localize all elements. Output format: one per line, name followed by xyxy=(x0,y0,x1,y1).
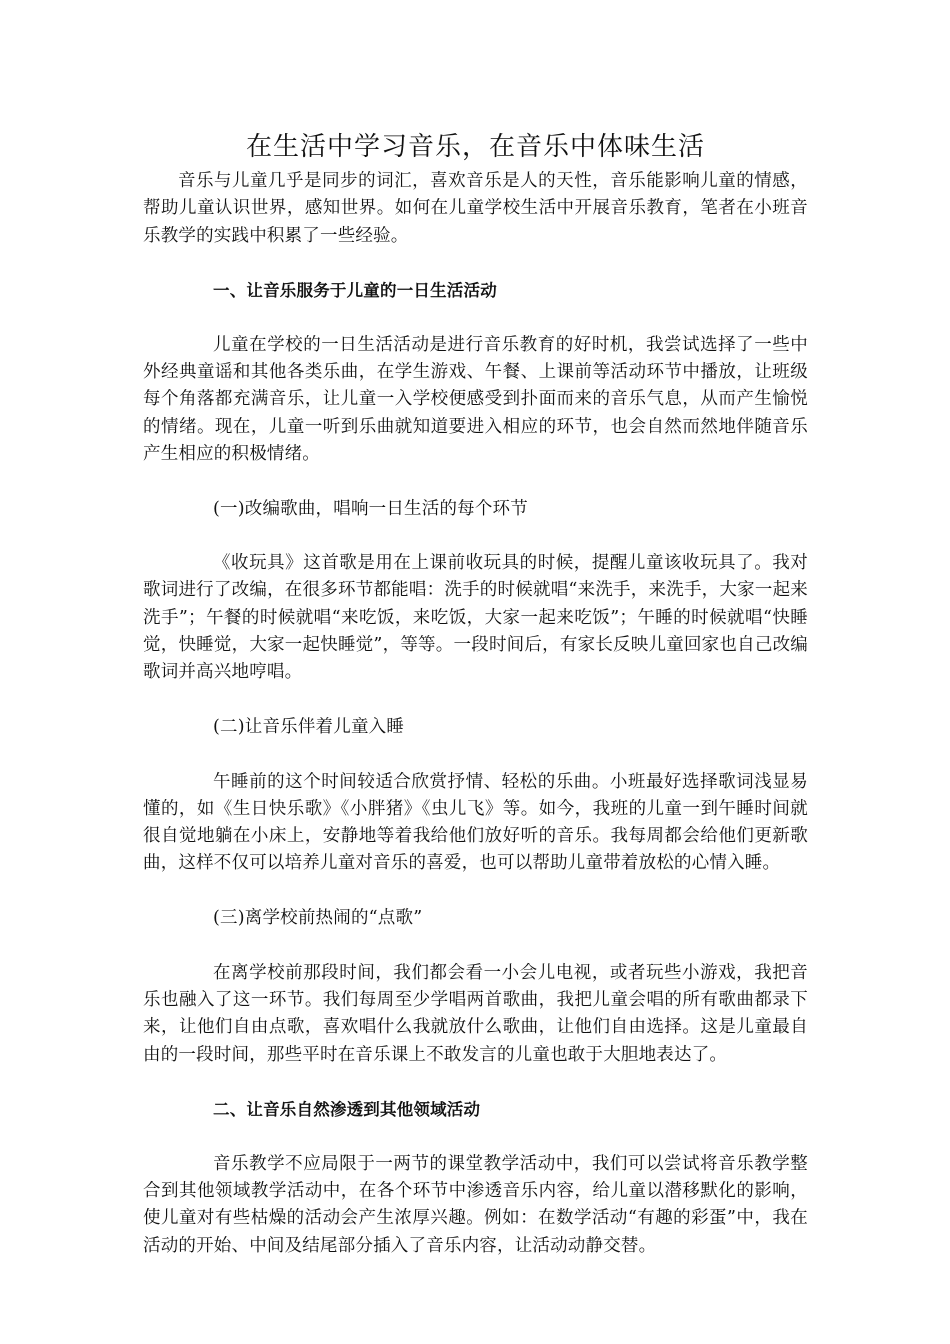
subsection-1-heading: (一)改编歌曲，唱响一日生活的每个环节 xyxy=(213,498,528,519)
spacer xyxy=(143,523,808,550)
subsection-2-paragraph: 午睡前的这个时间较适合欣赏抒情、轻松的乐曲。小班最好选择歌词浅显易懂的，如《生日快乐歌》《小胖猪》《虫儿飞》等。如今，我班的儿童一到午睡时间就很自觉地躺在小床上，安静地等着我给他们放好听的音乐。我每周都会给他们更新歌曲，这样不仅可以培养儿童对音乐的喜爱，也可以帮助儿童带着放松的心情入睡。 xyxy=(143,771,808,874)
intro-paragraph: 音乐与儿童几乎是同步的词汇，喜欢音乐是人的天性，音乐能影响儿童的情感，帮助儿童认识世界，感知世界。如何在儿童学校生活中开展音乐教育，笔者在小班音乐教学的实践中积累了一些经验。 xyxy=(143,171,808,246)
spacer xyxy=(143,687,808,714)
subsection-2-heading: (二)让音乐伴着儿童入睡 xyxy=(213,716,405,737)
spacer xyxy=(143,878,808,905)
document-page xyxy=(143,128,808,1260)
section-2-paragraph: 音乐教学不应局限于一两节的课堂教学活动中，我们可以尝试将音乐教学整合到其他领域教学活动中，在各个环节中渗透音乐内容，给儿童以潜移默化的影响，使儿童对有些枯燥的活动会产生浓厚兴趣。例如：在数学活动“有趣的彩蛋”中，我在活动的开始、中间及结尾部分插入了音乐内容，让活动动静交替。 xyxy=(143,1153,808,1256)
spacer xyxy=(143,932,808,959)
subsection-3-heading: (三)离学校前热闹的“点歌” xyxy=(213,908,423,929)
document-title: 在生活中学习音乐，在音乐中体味生活 xyxy=(245,132,705,162)
spacer xyxy=(143,304,808,331)
section-2-heading: 二、让音乐自然渗透到其他领域活动 xyxy=(213,1100,481,1120)
section-1-paragraph: 儿童在学校的一日生活活动是进行音乐教育的好时机，我尝试选择了一些中外经典童谣和其他各类乐曲，在学生游戏、午餐、上课前等活动环节中播放，让班级每个角落都充满音乐，让儿童一入学校便感受到扑面而来的音乐气息，从而产生愉悦的情绪。现在，儿童一听到乐曲就知道要进入相应的环节，也会自然而然地伴随音乐产生相应的积极情绪。 xyxy=(143,334,808,464)
subsection-3-paragraph: 在离学校前那段时间，我们都会看一小会儿电视，或者玩些小游戏，我把音乐也融入了这一环节。我们每周至少学唱两首歌曲，我把儿童会唱的所有歌曲都录下来，让他们自由点歌，喜欢唱什么我就放什么歌曲，让他们自由选择。这是儿童最自由的一段时间，那些平时在音乐课上不敢发言的儿童也敢于大胆地表达了。 xyxy=(143,962,808,1065)
section-1-heading: 一、让音乐服务于儿童的一日生活活动 xyxy=(213,281,497,301)
spacer xyxy=(143,741,808,768)
spacer xyxy=(143,1123,808,1150)
spacer xyxy=(143,250,808,277)
spacer xyxy=(143,1069,808,1096)
subsection-1-paragraph: 《收玩具》这首歌是用在上课前收玩具的时候，提醒儿童该收玩具了。我对歌词进行了改编，在很多环节都能唱：洗手的时候就唱“来洗手，来洗手，大家一起来洗手”；午餐的时候就唱“来吃饭，来吃饭，大家一起来吃饭”；午睡的时候就唱“快睡觉，快睡觉，大家一起快睡觉”，等等。一段时间后，有家长反映儿童回家也自己改编歌词并高兴地哼唱。 xyxy=(143,553,808,683)
spacer xyxy=(143,468,808,495)
